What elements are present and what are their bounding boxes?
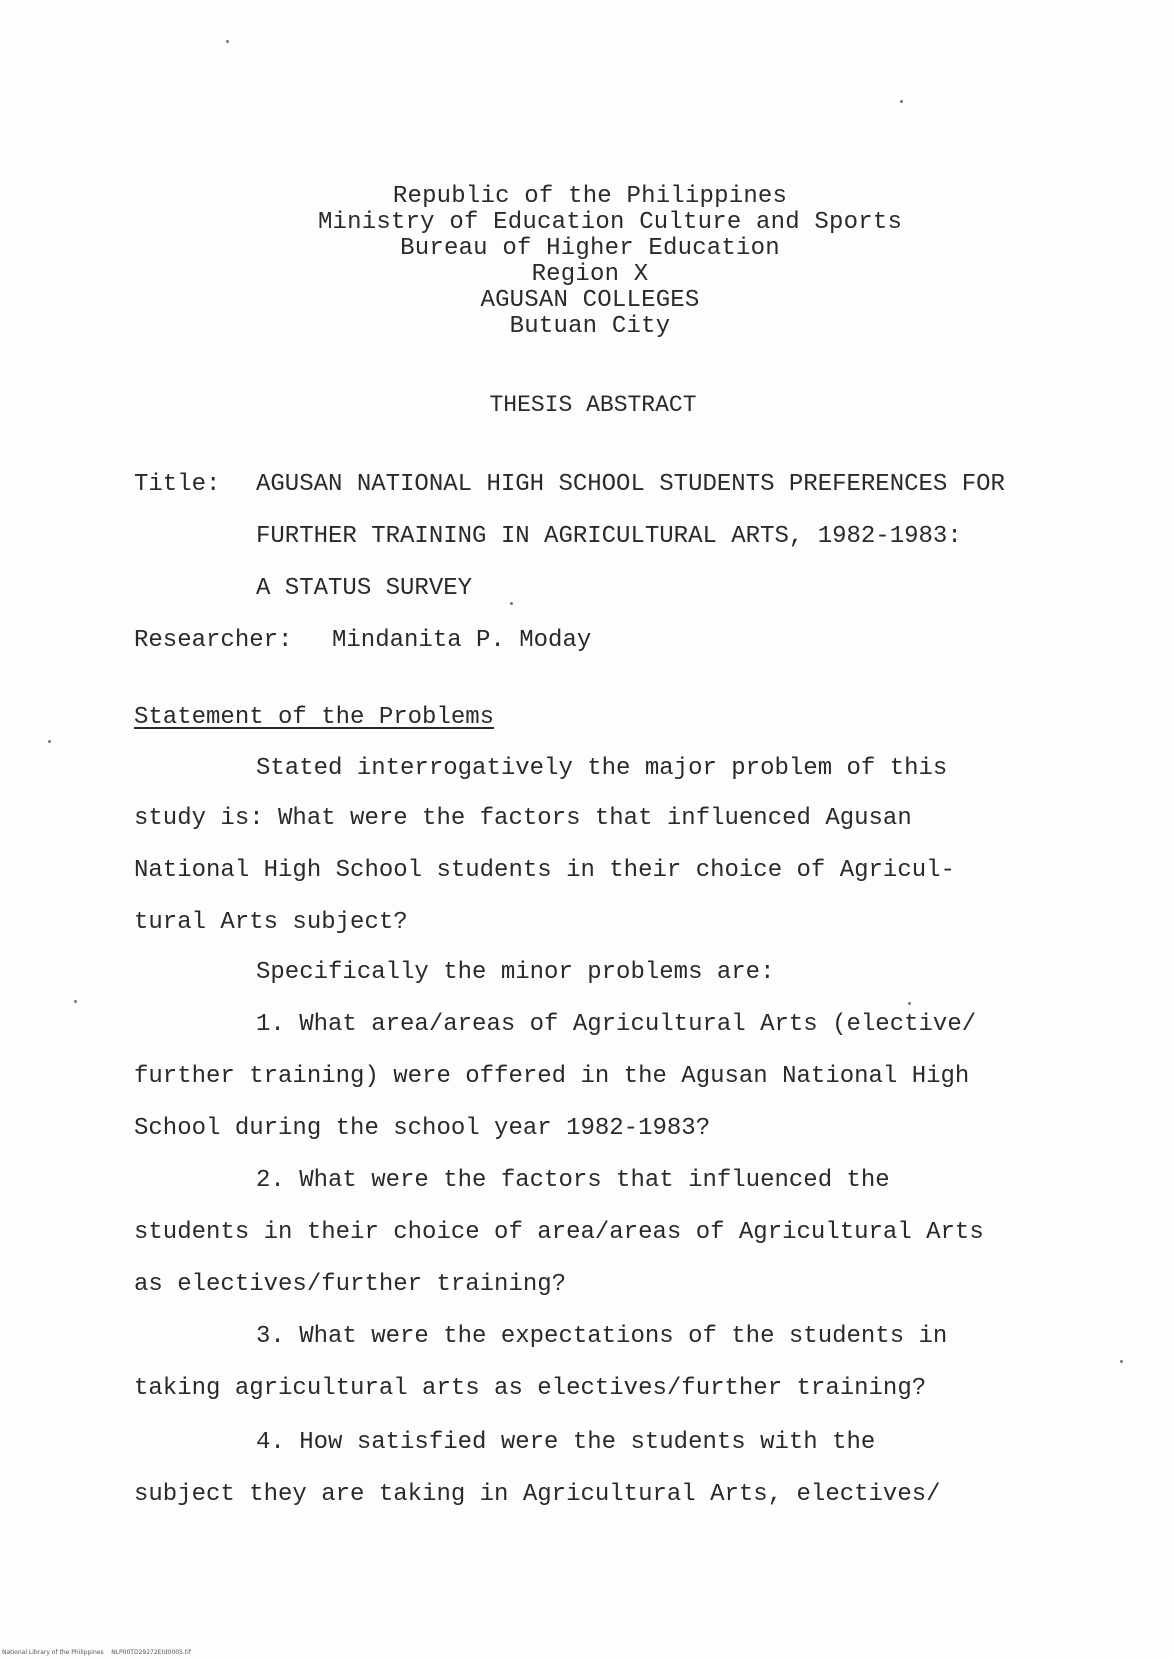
body-line: as electives/further training?	[134, 1271, 567, 1298]
body-line: further training) were offered in the Agusan National High	[134, 1063, 970, 1090]
header-ministry: Ministry of Education Culture and Sports	[317, 209, 903, 236]
body-line: tural Arts subject?	[134, 909, 408, 936]
document-title: THESIS ABSTRACT	[489, 392, 697, 418]
header-bureau: Bureau of Higher Education	[400, 235, 780, 262]
body-line: 4. How satisfied were the students with the	[256, 1429, 876, 1456]
footer-library: National Library of the Philippines	[2, 1649, 104, 1656]
body-line: National High School students in their choice of Agricul-	[134, 857, 955, 884]
title-label: Title:	[134, 471, 221, 498]
scan-speck	[226, 40, 229, 43]
letterhead	[0, 184, 1174, 340]
scan-speck	[510, 602, 513, 605]
body-line: 1. What area/areas of Agricultural Arts (elective/	[256, 1011, 977, 1038]
header-country: Republic of the Philippines	[392, 183, 788, 210]
header-region: Region X	[531, 261, 649, 288]
scan-speck	[900, 100, 903, 103]
researcher-name: Mindanita P. Moday	[332, 627, 592, 654]
footer-code: NLP00TD29272Etd0005.tif	[111, 1649, 191, 1656]
body-line: subject they are taking in Agricultural Arts, electives/	[134, 1481, 941, 1508]
scan-speck	[48, 740, 51, 743]
thesis-title-line: AGUSAN NATIONAL HIGH SCHOOL STUDENTS PREFERENCES FOR	[256, 471, 1005, 498]
body-line: 2. What were the factors that influenced the	[256, 1167, 890, 1194]
header-college: AGUSAN COLLEGES	[480, 287, 700, 314]
scan-speck	[74, 1000, 77, 1003]
scan-speck	[1120, 1360, 1123, 1363]
scan-speck	[908, 1002, 911, 1005]
thesis-title-line: A STATUS SURVEY	[256, 575, 473, 602]
section-heading: Statement of the Problems	[134, 704, 495, 731]
thesis-title-line: FURTHER TRAINING IN AGRICULTURAL ARTS, 1982-1983:	[256, 523, 962, 550]
body-line: students in their choice of area/areas of Agricultural Arts	[134, 1219, 984, 1246]
researcher-label: Researcher:	[134, 627, 293, 654]
body-line: study is: What were the factors that influenced Agusan	[134, 805, 912, 832]
body-line: taking agricultural arts as electives/further training?	[134, 1375, 927, 1402]
body-line: School during the school year 1982-1983?	[134, 1115, 711, 1142]
body-line: Stated interrogatively the major problem of this	[256, 755, 948, 782]
body-line: 3. What were the expectations of the students in	[256, 1323, 948, 1350]
body-line: Specifically the minor problems are:	[256, 959, 775, 986]
header-city: Butuan City	[509, 313, 671, 340]
scan-footer	[2, 1649, 191, 1656]
